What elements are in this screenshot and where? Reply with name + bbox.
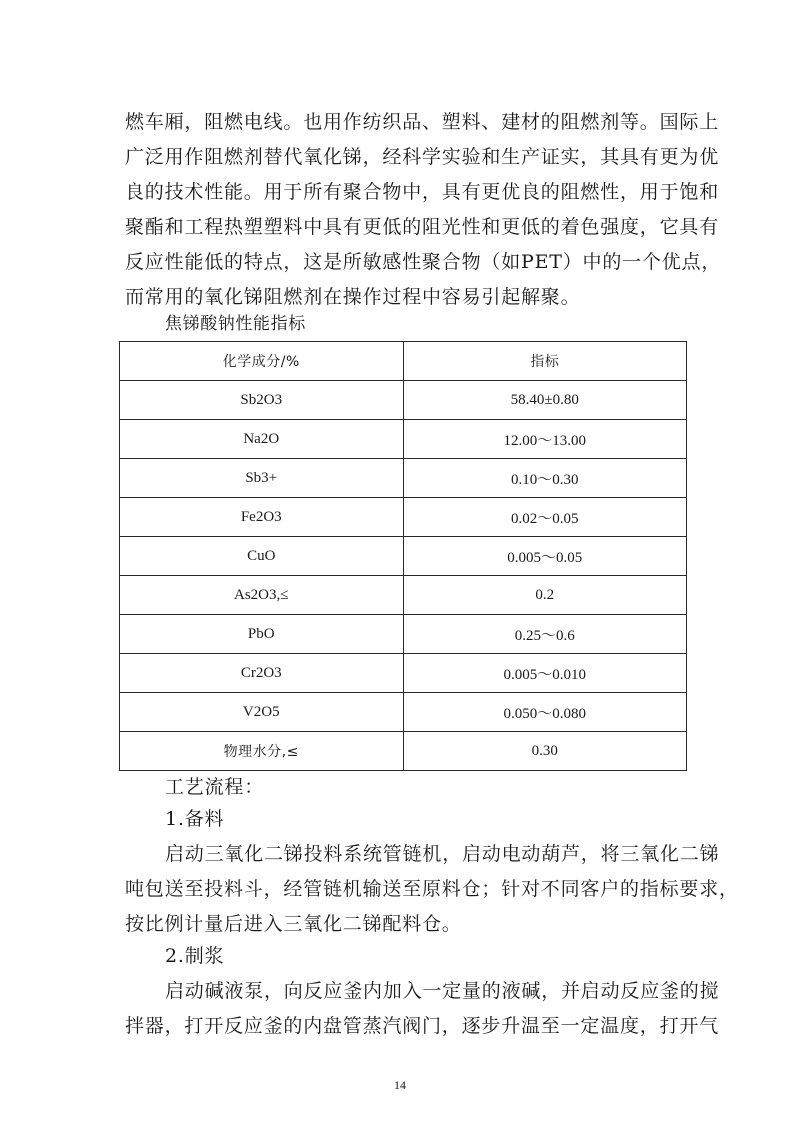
table-row (120, 381, 687, 420)
section-1-line: 按比例计量后进入三氧化二锑配料仓。 (125, 913, 462, 935)
section-2-line: 启动碱液泵，向反应釜内加入一定量的液碱，并启动反应釜的搅 (165, 980, 720, 1002)
cell-composition: Sb2O3 (120, 381, 404, 420)
process-heading: 工艺流程： (165, 776, 265, 798)
table-row (120, 654, 687, 693)
cell-value: 0.005～0.05 (403, 537, 687, 576)
cell-value: 0.10～0.30 (403, 459, 687, 498)
paragraph-line: 聚酯和工程热塑塑料中具有更低的阻光性和更低的着色强度，它具有 (125, 216, 720, 238)
table-row (120, 732, 687, 771)
cell-composition: Sb3+ (120, 459, 404, 498)
table-row (120, 537, 687, 576)
paragraph-line: 燃车厢，阻燃电线。也用作纺织品、塑料、建材的阻燃剂等。国际上 (125, 111, 720, 133)
section-1-line: 吨包送至投料斗，经管链机输送至原料仓；针对不同客户的指标要求， (125, 878, 739, 900)
table-caption: 焦锑酸钠性能指标 (165, 314, 306, 334)
table-row (120, 693, 687, 732)
table-row (120, 459, 687, 498)
table-row (120, 615, 687, 654)
paragraph-line: 反应性能低的特点，这是所敏感性聚合物（如PET）中的一个优点， (125, 251, 722, 273)
cell-value: 12.00～13.00 (403, 420, 687, 459)
property-table (119, 341, 687, 771)
page-number: 14 (394, 1078, 406, 1092)
table-header-row (120, 342, 687, 381)
section-1-line: 启动三氧化二锑投料系统管链机，启动电动葫芦，将三氧化二锑 (165, 843, 720, 865)
cell-value: 0.25～0.6 (403, 615, 687, 654)
section-2-title: 2.制浆 (165, 945, 225, 967)
cell-composition: V2O5 (120, 693, 404, 732)
cell-composition: Fe2O3 (120, 498, 404, 537)
cell-composition: Na2O (120, 420, 404, 459)
cell-value: 0.30 (403, 732, 687, 771)
header-index: 指标 (403, 342, 687, 381)
section-1-title: 1.备料 (165, 808, 225, 830)
table-row (120, 576, 687, 615)
header-composition: 化学成分/% (120, 342, 404, 381)
paragraph-line: 广泛用作阻燃剂替代氧化锑，经科学实验和生产证实，其具有更为优 (125, 146, 720, 168)
cell-value: 0.005～0.010 (403, 654, 687, 693)
cell-composition: Cr2O3 (120, 654, 404, 693)
cell-composition: PbO (120, 615, 404, 654)
cell-value: 0.050～0.080 (403, 693, 687, 732)
table-row (120, 498, 687, 537)
cell-value: 0.2 (403, 576, 687, 615)
cell-value: 58.40±0.80 (403, 381, 687, 420)
paragraph-line: 良的技术性能。用于所有聚合物中，具有更优良的阻燃性，用于饱和 (125, 181, 720, 203)
table-row (120, 420, 687, 459)
paragraph-line: 而常用的氧化锑阻燃剂在操作过程中容易引起解聚。 (125, 286, 581, 308)
cell-composition: 物理水分,≤ (120, 732, 404, 771)
section-2-line: 拌器，打开反应釜的内盘管蒸汽阀门，逐步升温至一定温度，打开气 (125, 1015, 720, 1037)
cell-composition: CuO (120, 537, 404, 576)
cell-composition: As2O3,≤ (120, 576, 404, 615)
cell-value: 0.02～0.05 (403, 498, 687, 537)
